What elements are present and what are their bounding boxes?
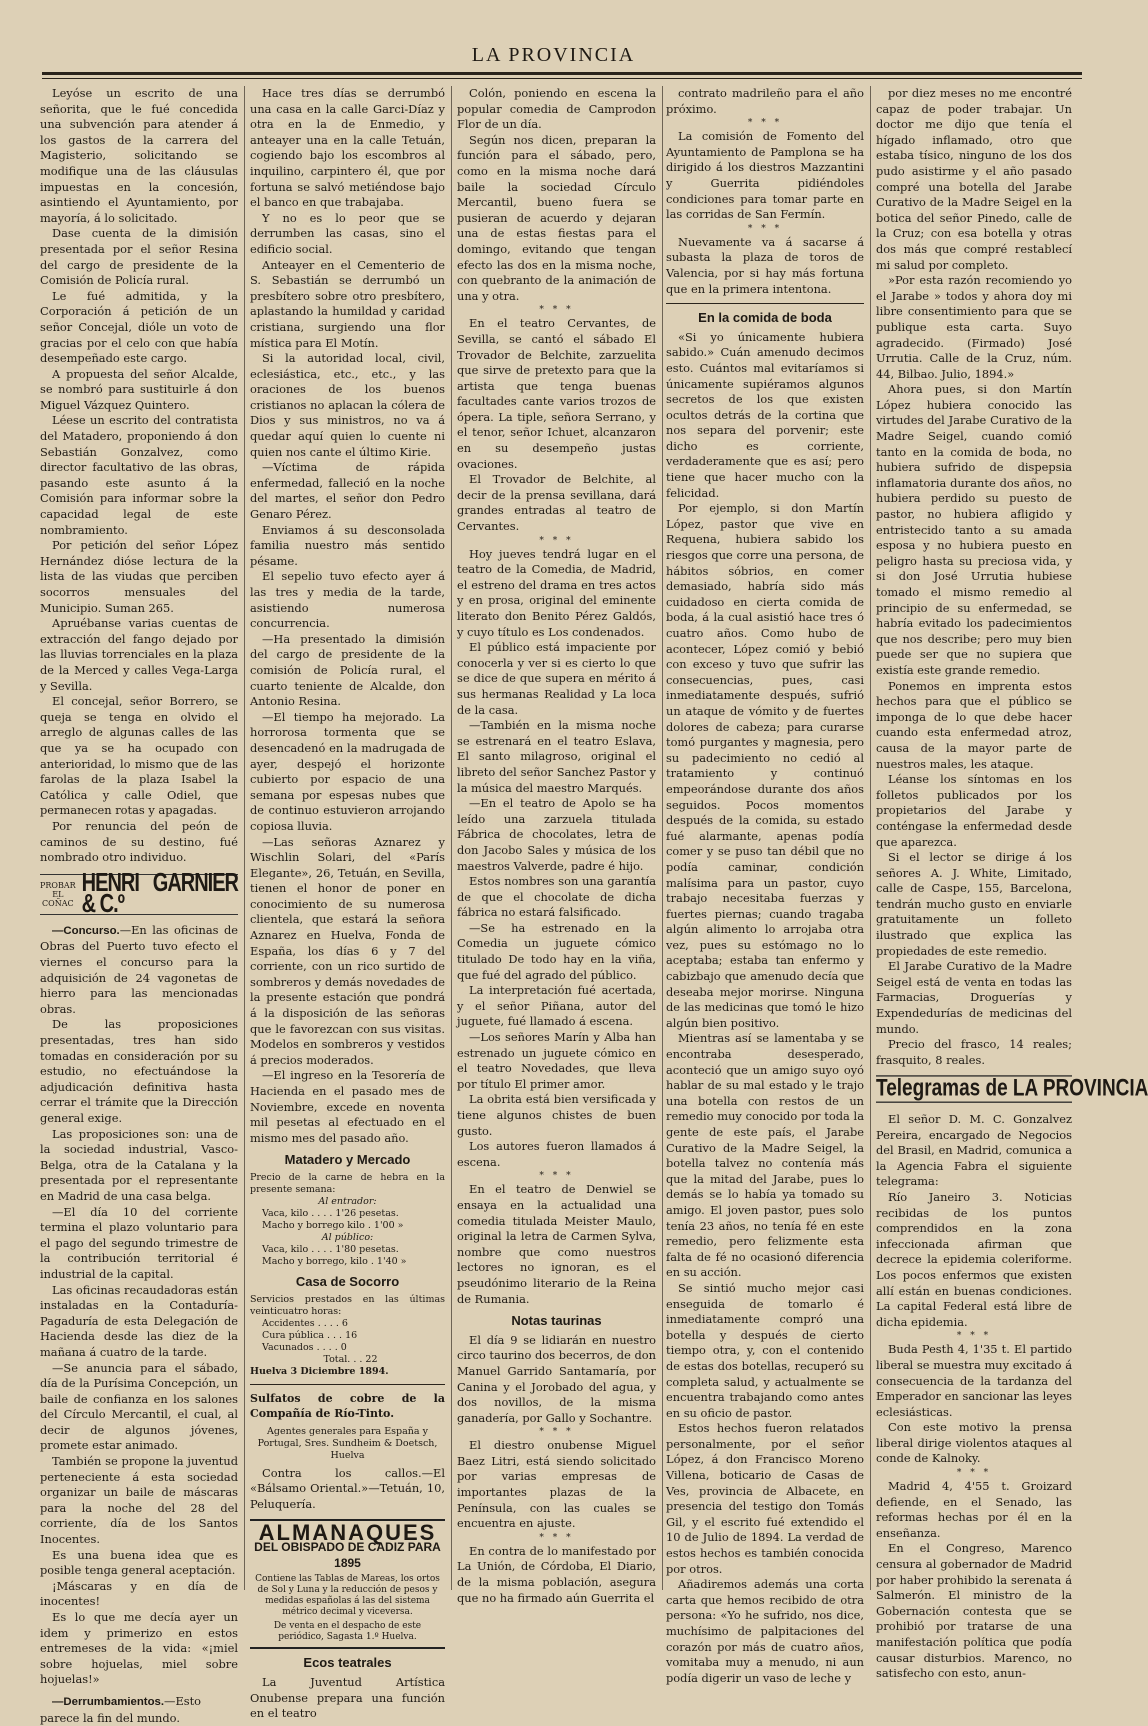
almanaques-title: ALMANAQUES xyxy=(258,1519,437,1545)
paragraph: —El ingreso en la Tesorería de Hacienda en el pasado mes de Noviembre, excede en noventa mil pesetas al efectuado en el mismo mes del pasado año. xyxy=(250,1068,445,1145)
paragraph: Según nos dicen, preparan la función para el sábado, pero, como en la misma noche dará baile la sociedad Círculo Mercantil, bueno fuera se pusieran de acuerdo y dejaran una de estas fiestas para el domingo, evitando que tengan efecto las dos en la misma noche, con quebranto de la animación de una y otra. xyxy=(457,132,656,303)
paragraph: Anteayer en el Cementerio de S. Sebastián se derrumbó un presbítero sobre otro presbítero, aplastando la humildad y caridad cristiana, surgiendo una flor mística para El Motín. xyxy=(250,257,445,350)
paragraph: —Esto parece la fin del mundo. xyxy=(40,1693,202,1725)
paragraph: Las proposiciones son: una de la sociedad industrial, Vasco-Belga, otra de la Catalana y la presentada por el representante en Madrid de una casa belga. xyxy=(40,1126,238,1203)
column-3 xyxy=(457,86,656,1605)
paragraph: En el teatro Cervantes, de Sevilla, se cantó el sábado El Trovador de Belchite, zarzuelita que sirve de pretexto para que la artista que tenga buenas facultades cante varios trozos de ópera. La tiple, señora Serrano, y el tenor, señor Ichuet, alcanzaron en su desempeño justas ovaciones. xyxy=(457,316,656,471)
paragraph: El señor D. M. C. Gonzalvez Pereira, encargado de Negocios del Brasil, en Madrid, comunica a la Agencia Fabra el siguiente telegrama: xyxy=(876,1112,1072,1189)
paragraph: Y no es lo peor que se derrumben las casas, sino el edificio social. xyxy=(250,210,445,256)
service-row: Accidentes . . . . 6 xyxy=(262,1317,348,1329)
paragraph: Leyóse un escrito de una señorita, que le fué concedida una subvención para atender á los gastos de la carrera del Magisterio, solicitando se modifique una de las cláusulas impuestas en la concesión, asintiendo el Ayuntamiento, por mayoría, á lo solicitado. xyxy=(40,86,238,225)
paragraph: Estos nombres son una garantía de que el chocolate de dicha fábrica no estará falsificado. xyxy=(457,874,656,920)
column-5 xyxy=(876,86,1148,1681)
ad-small-text: PROBAR EL COÑAC xyxy=(40,880,76,908)
paragraph: Por ejemplo, si don Martín López, pastor que vive en Requena, hubiera sabido los riesgos que corre una persona, de hábitos sóbrios, en comer demasiado, habría sido más cuidadoso en cierta comida de boda, á la cual asistió hace tres ó cuatro años. Como hubo de acontecer, López comió y bebió con exceso y tuvo que sufrir las consecuencias, pues, casi inmediatamente después, sufrió un ataque de vómito y de fuertes dolores de cabeza; para curarse tomó purgantes y magnesia, pero su padecimiento no cedió al tratamiento y continuó empeorándose durante dos años seguidos. Pocos momentos después de la comida, su estado fué alarmante, apenas podía comer y se puso tan débil que no podía caminar, condición malísima para un pastor, cuyo trabajo necesitaba fuerzas y fuertes piernas; cuando tragaba algún alimento lo arrojaba otra vez, pues su estómago no lo aceptaba; estaba tan enfermo y cabizbajo que amenudo decía que deseaba mejor morirse. Ninguna de las medicinas que tomó le hizo algún bien positivo. xyxy=(666,501,864,1030)
paragraph: La comisión de Fomento del Ayuntamiento de Pamplona se ha dirigido á los diestros Mazzantini y Guerrita pidiéndoles condiciones para tomar parte en las corridas de San Fermín. xyxy=(666,129,864,222)
paragraph: Madrid 4, 4'55 t. Groizard defiende, en el Senado, las reformas hechas por él en la enseñanza. xyxy=(876,1479,1072,1540)
paragraph: —En el teatro de Apolo se ha leído una zarzuela titulada Fábrica de chocolates, letra de don Jacobo Sales y música de los maestros Valverde, padre é hijo. xyxy=(457,796,656,873)
masthead-rule xyxy=(42,72,1082,75)
paragraph: —También en la misma noche se estrenará en el teatro Eslava, El santo milagroso, original el libreto del señor Sanchez Pastor y la música del maestro Marqués. xyxy=(457,718,656,795)
paragraph: Léanse los síntomas en los folletos publicados por los propietarios del Jarabe y conténgase la enfermedad desde que aparezca. xyxy=(876,772,1072,849)
section-ornament: * * * xyxy=(539,1427,574,1438)
section-ornament: * * * xyxy=(747,223,783,234)
paragraph: Enviamos á su desconsolada familia nuestro más sentido pésame. xyxy=(250,522,445,568)
paragraph: De las proposiciones presentadas, tres han sido tomadas en consideración por su estudio, no efectuándose la adjudicación definitiva hasta cerrar el trámite que la Dirección general exige. xyxy=(40,1017,238,1125)
paragraph: Nuevamente va á sacarse á subasta la plaza de toros de Valencia, por si hay más fortuna que en la primera intentona. xyxy=(666,234,864,296)
section-ornament: * * * xyxy=(539,1532,574,1543)
section-ornament: * * * xyxy=(539,535,574,546)
section-ornament: * * * xyxy=(539,1171,574,1182)
paragraph: —En las oficinas de Obras del Puerto tuvo efecto el viernes el concurso para la adquisición de 24 vagonetas de hierro para las mencionadas obras. xyxy=(40,922,238,1016)
column-separator xyxy=(870,86,871,1590)
sulfatos-ad: Sulfatos de cobre de la Compañía de Río-Tinto. xyxy=(250,1391,445,1421)
paragraph: Léese un escrito del contratista del Matadero, proponiendo á don Sebastián Gonzalvez, como director facultativo de las obras, pasando este asunto á la Comisión para informar sobre la capacidad legal de este nombramiento. xyxy=(40,413,238,537)
derrumbamientos-title: —Derrumbamientos. xyxy=(52,1695,165,1708)
paragraph: El Jarabe Curativo de la Madre Seigel está de venta en todas las Farmacias, Droguerías y Expendedurías de medicinas del mundo. xyxy=(876,959,1072,1036)
telegramas-heading: Telegramas de LA PROVINCIA xyxy=(876,1075,1148,1102)
paragraph: En el Congreso, Marenco censura al gobernador de Madrid por haber prohibido la serenata á Salmerón. El ministro de la Gobernación contesta que se prohibió por tratarse de una manifestación política que podía causar disturbios. Marenco, no satisfecho con esto, anun- xyxy=(876,1541,1072,1681)
concurso-title: —Concurso. xyxy=(52,924,120,937)
column-2 xyxy=(250,86,445,1721)
paragraph: contrato madrileño para el año próximo. xyxy=(666,86,864,116)
paragraph: —Se ha estrenado en la Comedia un juguete cómico titulado De todo hay en la viña, que fué del agrado del público. xyxy=(457,920,656,982)
paragraph: ¡Máscaras y en día de inocentes! xyxy=(40,1578,238,1609)
masthead-title: LA PROVINCIA xyxy=(471,44,636,66)
al-publico-label: Al público: xyxy=(321,1231,374,1243)
comida-boda-heading: En la comida de boda xyxy=(698,310,832,326)
paragraph: En contra de lo manifestado por La Unión, de Córdoba, El Diario, de la misma población, asegura que no ha firmado aún Guerrita el xyxy=(457,1543,656,1605)
column-separator xyxy=(451,86,452,1590)
paragraph: Por petición del señor López Hernández dióse lectura de la lista de las viudas que perciben socorros mensuales del Municipio. Suman 265. xyxy=(40,538,238,615)
column-4 xyxy=(666,86,864,1685)
almanaques-subtitle: DEL OBISPADO DE CADIZ PARA 1895 xyxy=(254,1540,441,1570)
concurso-item xyxy=(40,923,238,1018)
paragraph: Los autores fueron llamados á escena. xyxy=(457,1139,656,1169)
paragraph: Las oficinas recaudadoras están instaladas en la Contaduría-Pagaduría de esta Delegación de Hacienda desde las diez de la mañana á cuatro de la tarde. xyxy=(40,1282,238,1359)
paragraph: El diestro onubense Miguel Baez Litri, está siendo solicitado por varias empresas de importantes plazas de la Península, con las cuales se encuentra en ajuste. xyxy=(457,1438,656,1531)
paragraph: Si la autoridad local, civil, eclesiástica, etc., etc., y las oraciones de los buenos cristianos no aplacan la cólera de Dios y sus ministros, no va á quedar aquí quien lo cuente ni quien nos cante el último Kirie. xyxy=(250,351,445,459)
service-row: Cura pública . . . 16 xyxy=(262,1329,358,1341)
paragraph: Apruébanse varias cuentas de extracción del fango dejado por las lluvias torrenciales en la plaza de la Merced y calles Vega-Larga y Sevilla. xyxy=(40,616,238,693)
price-row: Macho y borrego kilo . 1'00 » xyxy=(262,1219,404,1231)
column-1 xyxy=(40,86,238,1725)
paragraph: Ahora pues, si don Martín López hubiera conocido las virtudes del Jarabe Curativo de la Madre Seigel, cuando comió tanto en la comida de boda, no hubiera sufrido de dispepsia inflamatoria durante dos años, no hubiera perdido su puesto de pastor, no hubiera afligido y entristecido tanto a su amada esposa y no hubiera puesto en peligro hasta su preciosa vida, y si don José Urrutia hubiese tomado el mismo remedio al principio de su enfermedad, se habría evitado los padecimientos que nos describe; pero muy bien puede ser que no supiera que existía este grande remedio. xyxy=(876,382,1072,677)
paragraph: El día 9 se lidiarán en nuestro circo taurino dos becerros, de don Manuel Garrido Santamaría, por Canina y el Jorobado del agua, y dos novillos, de la misma ganadería, por Gallo y Sochantre. xyxy=(457,1332,656,1425)
henri-garnier-ad xyxy=(40,868,238,918)
paragraph: Precio del frasco, 14 reales; frasquito, 8 reales. xyxy=(876,1037,1072,1067)
almanaques-sale: De venta en el despacho de este periódico, Sagasta 1.º Huelva. xyxy=(273,1621,422,1643)
callos-ad: Contra los callos.—El «Bálsamo Oriental.»—Tetuán, 10, Peluquería. xyxy=(250,1465,445,1511)
paragraph: La obrita está bien versificada y tiene algunos chistes de buen gusto. xyxy=(457,1092,656,1138)
paragraph: El concejal, señor Borrero, se queja se tenga en olvido el arreglo de algunas calles de las que ya se ha ocupado con anterioridad, lo mismo que de las farolas de la plaza Isabel la Católica y calle Odiel, que permanecen rotas y apagadas. xyxy=(40,694,238,818)
paragraph: Dase cuenta de la dimisión presentada por el señor Resina del cargo de presidente de la Comisión de Policía rural. xyxy=(40,226,238,288)
paragraph: Hoy jueves tendrá lugar en el teatro de la Comedia, de Madrid, el estreno del drama en tres actos y en prosa, original del eminente literato don Benito Pérez Galdós, y cuyo título es Los condenados. xyxy=(457,546,656,639)
paragraph: —Los señores Marín y Alba han estrenado un juguete cómico en el teatro Novedades, que lleva por título El primer amor. xyxy=(457,1030,656,1091)
paragraph: La Juventud Artística Onubense prepara una función en el teatro xyxy=(250,1674,445,1721)
almanaques-ad xyxy=(250,1519,445,1650)
socorro-heading: Casa de Socorro xyxy=(295,1273,400,1289)
section-ornament: * * * xyxy=(956,1468,992,1479)
price-row: Vaca, kilo . . . . 1'80 pesetas. xyxy=(262,1243,399,1255)
paragraph: Hace tres días se derrumbó una casa en la calle Garci-Díaz y otra en la de Enmedio, y anteayer una en la calle Tetuán, cogiendo bajo los escombros al inquilino, carpintero él, que por fortuna se salvó metiéndose bajo el banco en que trabajaba. xyxy=(250,86,445,210)
matadero-subtitle: Precio de la carne de hebra en la presente semana: xyxy=(250,1171,445,1195)
almanaques-contents: Contiene las Tablas de Mareas, los ortos de Sol y Luna y la reducción de pesos y medidas españolas á las del sistema métrico decimal y viceversa. xyxy=(255,1574,440,1618)
municipal-news xyxy=(40,86,238,866)
paragraph: El Trovador de Belchite, al decir de la prensa sevillana, dará grandes entradas al teatro de Cervantes. xyxy=(457,472,656,534)
paragraph: A propuesta del señor Alcalde, se nombró para sustituirle á don Miguel Vázquez Quintero. xyxy=(40,366,238,412)
paragraph: —Ha presentado la dimisión del cargo de presidente de la comisión de Policía rural, el cuarto teniente de Alcalde, don Antonio Resina. xyxy=(250,631,445,709)
derrumbamientos-item xyxy=(40,1694,238,1726)
paragraph: En el teatro de Denwiel se ensaya en la actualidad una comedia titulada Meister Maulo, original la letra de Carmen Sylva, nombre que como nuestros lectores no ignoran, es el pseudónimo literario de la Reina de Rumania. xyxy=(457,1182,656,1306)
paragraph: «Si yo únicamente hubiera sabido.» Cuán amenudo decimos esto. Cuántos mal evitaríamos si únicamente supiéramos algunos secretos de los que existen ocultos detrás de la cortina que nos separa del porvenir; este dicho es corriente, verdaderamente que es así; pero tiene que hacer mucho con la felicidad. xyxy=(666,329,864,500)
paragraph: Mientras así se lamentaba y se encontraba desesperado, aconteció que un amigo suyo oyó hablar de su mal estado y le trajo una botella con restos de un remedio muy conocido por toda la gente de este país, el Jarabe Curativo de la Madre Seigel, la botella talvez no contenía más que la mitad del Jarabe, pues lo demás se lo había ya tomado su amigo. El joven pastor, pues solo tenía 23 años, no tenía fé en este remedio, pero felizmente esta falta de fé no ocasionó diferencia en su acción. xyxy=(666,1031,864,1280)
paragraph: Por renuncia del peón de caminos de su destino, fué nombrado otro individuo. xyxy=(40,818,238,865)
matadero-heading: Matadero y Mercado xyxy=(284,1152,411,1168)
column-separator xyxy=(662,86,663,1590)
column-separator xyxy=(244,86,245,1590)
divider xyxy=(666,303,864,304)
paragraph: Si el lector se dirige á los señores A. J. White, Limitado, calle de Caspe, 155, Barcelona, tendrán mucho gusto en enviarle gratuitamente un folleto ilustrado que explica las propiedades de este remedio. xyxy=(876,850,1072,958)
service-row: Vacunados . . . . 0 xyxy=(262,1341,347,1353)
paragraph: Es lo que me decía ayer un idem y primerizo en estos entremeses de la vida: «¡miel sobre hojuelas, miel sobre hojuelas!» xyxy=(40,1610,238,1687)
price-row: Vaca, kilo . . . . 1'26 pesetas. xyxy=(262,1207,399,1219)
paragraph: —Las señoras Aznarez y Wischlin Solari, del «París Elegante», 26, Tetuán, en Sevilla, tienen el honor de poner en conocimiento de su numerosa clientela, que estará la señora Aznarez en Huelva, Fonda de España, los días 6 y 7 del corriente, con un rico surtido de sombreros y demás novedades de la presente estación que pondrá á la disposición de las señoras que le favorezcan con sus visitas. Modelos en sombreros y vestidos á precios moderados. xyxy=(250,834,445,1067)
paragraph: Añadiremos además una corta carta que hemos recibido de otra persona: «Yo he sufrido, nos dice, muchísimo de palpitaciones del corazón por más de cuatro años, vomitaba muy a menudo, ni aun podía digerir un vaso de leche y xyxy=(666,1577,864,1685)
section-ornament: * * * xyxy=(539,305,574,316)
ecos-heading: Ecos teatrales xyxy=(303,1655,392,1671)
matadero-table xyxy=(250,1172,445,1268)
paragraph: —El día 10 del corriente termina el plazo voluntario para el pago del segundo trimestre de la contribución territorial é industrial de la capital. xyxy=(40,1204,238,1281)
paragraph: También se propone la juventud perteneciente á esta sociedad organizar un baile de máscaras para la noche del 28 del corriente, día de los Santos Inocentes. xyxy=(40,1454,238,1547)
masthead-rule-thin xyxy=(42,78,1082,79)
paragraph: El público está impaciente por conocerla y ver si es cierto lo que se dice de que supera en mérito á sus hermanas Realidad y La loca de la casa. xyxy=(457,640,656,717)
paragraph: —El tiempo ha mejorado. La horrorosa tormenta que se desencadenó en la madrugada de ayer, despejó el horizonte cubierto por espacio de una semana por espesas nubes que de continuo estuvieron arrojando copiosa lluvia. xyxy=(250,709,445,833)
section-ornament: * * * xyxy=(956,1331,992,1342)
paragraph: La interpretación fué acertada, y el señor Piñana, autor del juguete, fué llamado á escena. xyxy=(457,983,656,1029)
paragraph: Ponemos en imprenta estos hechos para que el público se imponga de lo que debe hacer cuando esta enfermedad atroz, causa de la mayor parte de nuestros males, les ataque. xyxy=(876,678,1072,771)
section-ornament: * * * xyxy=(747,118,783,129)
paragraph: —Víctima de rápida enfermedad, falleció en la noche del martes, el señor don Pedro Genaro Pérez. xyxy=(250,460,445,522)
paragraph: Le fué admitida, y la Corporación á petición de un señor Concejal, dióle un voto de gracias por el celo con que había desempeñado este cargo. xyxy=(40,288,238,366)
socorro-table xyxy=(250,1294,445,1378)
paragraph: El sepelio tuvo efecto ayer á las tres y media de la tarde, asistiendo numerosa concurrencia. xyxy=(250,569,445,631)
paragraph: Estos hechos fueron relatados personalmente, por el señor López, á don Francisco Moreno Villena, boticario de Casas de Ves, provincia de Albacete, en presencia del testigo don Tomás Gil, y el escrito fué extendido el 10 de Julio de 1894. La verdad de estos hechos es también conocida por otros. xyxy=(666,1421,864,1576)
divider xyxy=(250,1384,445,1385)
al-entrador-label: Al entrador: xyxy=(318,1195,377,1207)
report-date: Huelva 3 Diciembre 1894. xyxy=(250,1365,389,1377)
paragraph: »Por esta razón recomiendo yo el Jarabe » todos y ahora doy mi libre consentimiento para que se publique esta carta. Suyo agradecido. (Firmado) José Urrutia. Calle de la Cruz, núm. 44, Bilbao. Julio, 1894.» xyxy=(876,273,1072,381)
paragraph: Con este motivo la prensa liberal dirige violentos ataques al conde de Kalnoky. xyxy=(876,1420,1072,1466)
total-row: Total. . . 22 xyxy=(323,1353,378,1365)
paragraph: —Se anuncia para el sábado, día de la Purísima Concepción, un baile de confianza en los salones del Círculo Mercantil, el cual, al decir de algunos jóvenes, promete estar animado. xyxy=(40,1360,238,1453)
paragraph: Es una buena idea que es posible tenga general aceptación. xyxy=(40,1547,238,1578)
price-row: Macho y borrego, kilo . 1'40 » xyxy=(262,1255,407,1267)
socorro-subtitle: Servicios prestados en las últimas veinticuatro horas: xyxy=(250,1293,445,1317)
paragraph: Río Janeiro 3. Noticias recibidas de los puntos comprendidos en la zona infeccionada afirman que decrece la epidemia coleriforme. Los pocos enfermos que existen allí están en buenas condiciones. La capital Federal está libre de dicha epidemia. xyxy=(876,1189,1072,1329)
paragraph: Colón, poniendo en escena la popular comedia de Camprodon Flor de un día. xyxy=(457,86,656,132)
ad-brand: HENRI GARNIER & C.º xyxy=(81,868,238,918)
paragraph: Buda Pesth 4, 1'35 t. El partido liberal se muestra muy excitado á consecuencia de la tardanza del Emperador en sancionar las leyes eclesiásticas. xyxy=(876,1342,1072,1419)
notas-taurinas-heading: Notas taurinas xyxy=(511,1313,602,1329)
paragraph: Se sintió mucho mejor casi enseguida de tomarlo é inmediatamente compró una botella y después de cierto tiempo otra, y, con el contenido de estas dos botellas, recuperó su completa salud, y actualmente se encuentra trabajando como antes en su oficio de pastor. xyxy=(666,1280,864,1420)
sulfatos-agents: Agentes generales para España y Portugal, Sres. Sundheim & Doetsch, Huelva xyxy=(257,1425,438,1461)
paragraph: por diez meses no me encontré capaz de poder trabajar. Un doctor me dijo que tenía el hígado inflamado, otro que estaba tísico, ninguno de los dos pudo asistirme y el año pasado compré una botella del Jarabe Curativo de la Madre Seigel en la botica del señor Pinedo, calle de la Cruz; con esa botella y otras dos más que compré restablecí mi salud por completo. xyxy=(876,86,1072,272)
